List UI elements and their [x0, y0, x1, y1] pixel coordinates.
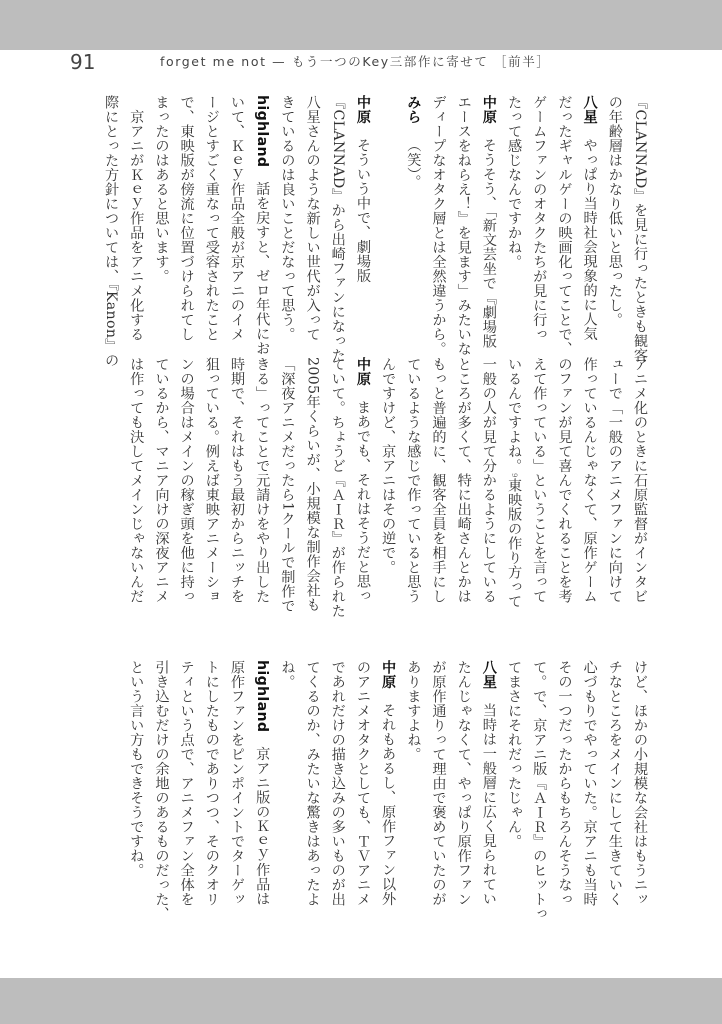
- text-column: [123, 95, 148, 367]
- column-text: いて、Ｋｅｙ作品全般が京アニのイメ: [229, 95, 245, 342]
- text-column: [501, 660, 526, 921]
- column-text: 『CLANNAD』から出崎ファンになった: [329, 95, 346, 363]
- column-text: ところが多くて、特に出崎さんとかは: [455, 357, 472, 604]
- text-column: [249, 357, 274, 618]
- bottom-gray-bar: [0, 978, 722, 1024]
- column-text: 京アニ版のＫｅｙ作品は: [254, 746, 271, 906]
- column-text: アニメ化のときに石原監督がインタビ: [632, 357, 648, 604]
- column-text: 時期で、それはもう最初からニッチを: [229, 357, 245, 604]
- text-tier-3: [123, 660, 652, 921]
- text-column: [551, 95, 576, 367]
- column-text: けど、ほかの小規模な会社はもうニッ: [632, 660, 648, 907]
- text-column: [274, 95, 299, 367]
- column-text: きているのは良いことだなって思う。: [279, 95, 296, 342]
- text-column: [173, 357, 198, 618]
- text-column: [576, 357, 601, 618]
- top-gray-bar: [0, 0, 722, 50]
- column-text: 原作ファンをピンポイントでターゲッ: [229, 660, 245, 907]
- column-text: エースをねらえ！』を見ます」みたいな: [455, 95, 472, 356]
- column-text: たんじゃなくて、やっぱり原作ファン: [455, 660, 472, 907]
- column-text: 狙っている。例えば東映アニメーショ: [203, 357, 220, 604]
- text-column: [148, 95, 173, 367]
- text-tier-2: [123, 357, 652, 618]
- column-text: （笑）。: [405, 138, 422, 189]
- column-text: ありますよね。: [405, 660, 422, 762]
- text-column: [173, 95, 198, 367]
- column-text: ディープなオタク層とは全然違うから。: [430, 95, 447, 356]
- text-column: [476, 357, 501, 618]
- text-column: [350, 660, 375, 921]
- text-column: [526, 357, 551, 618]
- text-column: [123, 357, 148, 618]
- column-text: 作っているんじゃなくて、原作ゲーム: [581, 357, 598, 604]
- text-column: [425, 95, 450, 367]
- column-text: 『CLANNAD』を見に行ったときも観客: [632, 95, 648, 363]
- text-column: [501, 95, 526, 367]
- text-column: [325, 357, 350, 618]
- column-text: 引き込むだけの余地のあるものだった、: [153, 660, 170, 921]
- column-text: てまさにそれだったじゃん。: [506, 660, 523, 849]
- text-column: [627, 660, 652, 921]
- text-column: [400, 660, 425, 921]
- text-column: [551, 357, 576, 618]
- text-column: [602, 660, 627, 921]
- text-column: [425, 357, 450, 618]
- speaker-name: highland: [254, 95, 271, 168]
- text-column: [249, 660, 274, 921]
- column-text: ているような感じで作っていると思う: [405, 357, 422, 604]
- column-text: 心づもりでやっていた。京アニも当時: [581, 660, 598, 907]
- text-column: [350, 95, 375, 367]
- column-text: それもあるし、原作ファン以外: [380, 703, 397, 906]
- text-column: [526, 660, 551, 921]
- column-text: ていて。ちょうど『ＡＩＲ』が作られた: [329, 357, 346, 618]
- text-column: [451, 357, 476, 618]
- column-text: だったギャルゲーの映画化ってことで、: [556, 95, 573, 356]
- text-column: [602, 357, 627, 618]
- speaker-name: 八星: [480, 660, 497, 689]
- page-number: 91: [70, 50, 96, 74]
- speaker-name: みら: [405, 95, 422, 124]
- text-column: [148, 357, 173, 618]
- text-column: [576, 95, 601, 367]
- column-text: えて作っている」ということを言って: [531, 357, 548, 604]
- text-column: [375, 660, 400, 921]
- text-column: [173, 660, 198, 921]
- text-column: [476, 95, 501, 367]
- text-column: [199, 95, 224, 367]
- column-text: て。で、京アニ版『ＡＩＲ』のヒットっ: [531, 660, 548, 921]
- text-column: [425, 660, 450, 921]
- column-text: チなところをメインにして生きていく: [606, 660, 623, 907]
- column-text: もっと普遍的に、観客全員を相手にし: [430, 357, 447, 604]
- text-column: [627, 95, 652, 367]
- text-column: [148, 660, 173, 921]
- text-column: [123, 660, 148, 921]
- column-text: で、東映版が傍流に位置づけられてし: [178, 95, 195, 342]
- column-text: であれだけの描き込みの多いものが出: [329, 660, 346, 907]
- text-column: [576, 660, 601, 921]
- speaker-name: 中原: [354, 357, 371, 386]
- column-text: たって感じなんですかね。: [506, 95, 523, 269]
- text-column: [627, 357, 652, 618]
- column-text: 際にとった方針については、『Kanon』の: [103, 95, 120, 368]
- column-text: 「深夜アニメだったら1クールで制作で: [279, 357, 296, 613]
- column-text: いるんですよね。: [506, 357, 523, 473]
- column-text: てくるのか、みたいな驚きはあったよ: [304, 660, 321, 907]
- column-text: ンの場合はメインの稼ぎ頭を他に持っ: [178, 357, 195, 604]
- column-text: は作っても決してメインじゃないんだ: [128, 357, 145, 604]
- text-column: [274, 660, 299, 921]
- text-column: [299, 95, 324, 367]
- column-text: まったのはあると思います。: [153, 95, 170, 284]
- text-column: [98, 95, 123, 367]
- column-text: きる」ってことで元請けをやり出した: [254, 357, 271, 604]
- text-column: [602, 95, 627, 367]
- text-column: [350, 357, 375, 618]
- text-column: [501, 357, 526, 618]
- text-column: [325, 660, 350, 921]
- text-column: [375, 95, 400, 367]
- text-column: [199, 660, 224, 921]
- column-text: の年齢層はかなり低いと思ったし。: [606, 95, 623, 327]
- text-column: [476, 660, 501, 921]
- text-tier-1: [98, 95, 652, 367]
- column-text: 当時は一般層に広く見られてい: [480, 703, 497, 906]
- column-text: のアニメオタクとしても、ＴＶアニメ: [354, 660, 371, 907]
- text-column: [299, 357, 324, 618]
- text-column: [224, 95, 249, 367]
- column-text: やっぱり当時社会現象的に人気: [581, 138, 598, 341]
- running-title: forget me not — もう一つのKey三部作に寄せて ［前半］: [160, 54, 551, 69]
- text-column: [375, 357, 400, 618]
- column-text: のファンが見て喜んでくれることを考: [556, 357, 573, 604]
- text-column: [224, 660, 249, 921]
- column-text: トにしたものでありつつ、そのクオリ: [203, 660, 220, 907]
- text-column: [249, 95, 274, 367]
- column-text: ューで「一般のアニメファンに向けて: [606, 357, 623, 604]
- text-column: [274, 357, 299, 618]
- column-text-continued: 東映版の作り方って: [506, 477, 523, 609]
- text-column: [551, 660, 576, 921]
- column-text: その一つだったからもちろんそうなっ: [556, 660, 573, 907]
- column-text: ティという点で、アニメファン全体を: [178, 660, 195, 907]
- text-column: [451, 660, 476, 921]
- column-text: ているから、マニア向けの深夜アニメ: [153, 357, 170, 604]
- text-column: [325, 95, 350, 367]
- column-text: そういう中で、劇場版: [354, 138, 371, 283]
- column-text: という言い方もできそうですね。: [128, 660, 145, 878]
- speaker-name: highland: [254, 660, 271, 733]
- text-column: [400, 357, 425, 618]
- column-text: が原作通りって理由で褒めていたのが: [430, 660, 447, 907]
- column-text: まあでも、それはそうだと思っ: [354, 400, 371, 603]
- speaker-name: 中原: [354, 95, 371, 124]
- column-text: 京アニがＫｅｙ作品をアニメ化する: [128, 95, 145, 342]
- column-text: 一般の人が見て分かるようにしている: [480, 357, 497, 604]
- column-text: ね。: [279, 660, 296, 689]
- column-text: んですけど、京アニはその逆で。: [380, 357, 397, 575]
- column-text: 八星さんのような新しい世代が入って: [304, 95, 321, 342]
- speaker-name: 中原: [380, 660, 397, 689]
- text-column: [526, 95, 551, 367]
- text-column: [299, 660, 324, 921]
- speaker-name: 八星: [581, 95, 598, 124]
- column-text: ージとすごく重なって受容されたこと: [203, 95, 220, 342]
- speaker-name: 中原: [480, 95, 497, 124]
- footnote-marker: 9: [510, 473, 519, 478]
- column-text: 2005年くらいが、小規模な制作会社も: [304, 357, 321, 612]
- text-column: [400, 95, 425, 367]
- column-text: 話を戻すと、ゼロ年代にお: [254, 181, 271, 356]
- column-text: ゲームファンのオタクたちが見に行っ: [531, 95, 548, 342]
- text-column: [451, 95, 476, 367]
- text-column: [199, 357, 224, 618]
- column-text: そうそう、「新文芸坐で『劇場版: [480, 138, 497, 349]
- text-column: [224, 357, 249, 618]
